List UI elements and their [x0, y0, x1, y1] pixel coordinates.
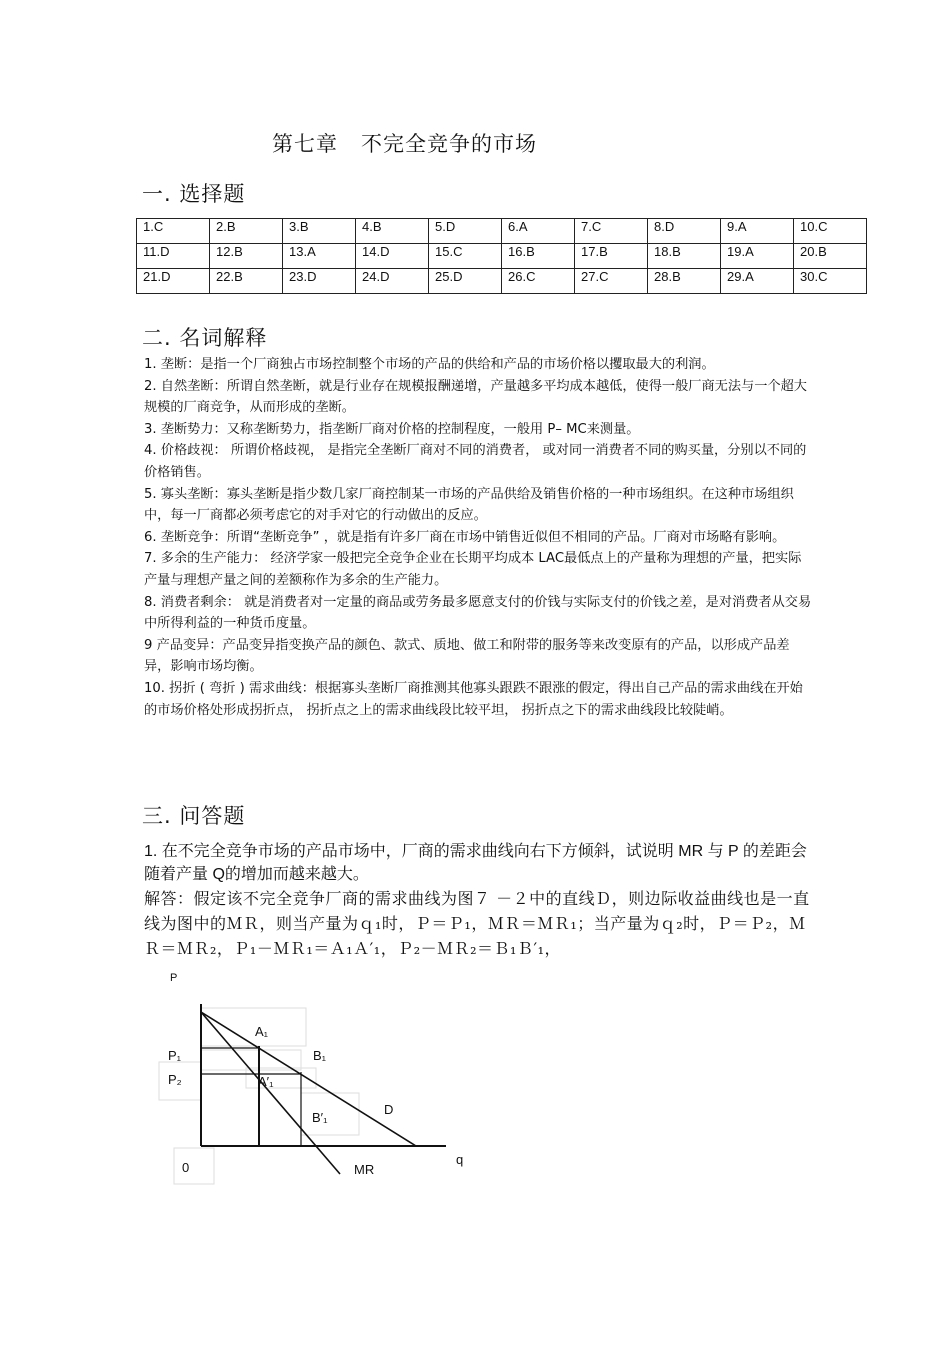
section-heading-qa: 三. 问答题: [142, 804, 246, 828]
definition-item: 3. 垄断势力：又称垄断势力，指垄断厂商对价格的控制程度，一般用 P– MC来测量。: [144, 421, 640, 437]
answer-cell: 6.A: [502, 219, 575, 244]
answer-cell: 4.B: [356, 219, 429, 244]
answer-cell: 1.C: [137, 219, 210, 244]
answer-cell: 7.C: [575, 219, 648, 244]
label-a1-prime: A′₁: [258, 1074, 274, 1089]
answer-cell: 19.A: [721, 244, 794, 269]
definition-list: [144, 354, 814, 721]
answer-cell: 26.C: [502, 269, 575, 294]
answer-cell: 14.D: [356, 244, 429, 269]
answer-cell: 3.B: [283, 219, 356, 244]
section-heading-terms: 二. 名词解释: [142, 326, 268, 350]
label-p1: P₁: [168, 1048, 182, 1063]
label-origin: 0: [182, 1160, 190, 1175]
definition-item: 7. 多余的生产能力： 经济学家一般把完全竞争企业在长期平均成本 LAC最低点上的产量称为理想的产量，把实际产量与理想产量之间的差额称作为多余的生产能力。: [144, 551, 802, 588]
definition-item: 1. 垄断：是指一个厂商独占市场控制整个市场的产品的供给和产品的市场价格以攫取最大的利润。: [144, 357, 715, 372]
label-box: [201, 1008, 306, 1046]
question-text: 1. 在不完全竞争市场的产品市场中，厂商的需求曲线向右下方倾斜，试说明 MR 与 P 的差距会随着产量 Q的增加而越来越大。: [144, 843, 807, 883]
definition-item: 5. 寡头垄断：寡头垄断是指少数几家厂商控制某一市场的产品供给及销售价格的一种市场组织。在这种市场组织中，每一厂商都必须考虑它的对手对它的行动做出的反应。: [144, 486, 794, 524]
answer-table: [136, 218, 867, 294]
answer-cell: 2.B: [210, 219, 283, 244]
demand-curve: [201, 1012, 416, 1146]
answer-cell: 17.B: [575, 244, 648, 269]
answer-cell: 9.A: [721, 219, 794, 244]
section-heading-choice: 一. 选择题: [142, 182, 246, 206]
label-b1-prime: B′₁: [312, 1110, 328, 1125]
answer-cell: 25.D: [429, 269, 502, 294]
table-row: [137, 269, 867, 294]
answer-cell: 11.D: [137, 244, 210, 269]
answer-cell: 13.A: [283, 244, 356, 269]
label-p2: P₂: [168, 1072, 182, 1087]
label-box: [201, 1050, 301, 1070]
answer-cell: 21.D: [137, 269, 210, 294]
mr-demand-diagram: [156, 998, 476, 1188]
table-row: [137, 244, 867, 269]
label-q: q: [456, 1152, 464, 1167]
answer-cell: 18.B: [648, 244, 721, 269]
label-p-axis: P: [170, 972, 178, 984]
label-a1: A₁: [255, 1024, 269, 1039]
answer-cell: 20.B: [794, 244, 867, 269]
answer-cell: 5.D: [429, 219, 502, 244]
chapter-title: 第七章 不完全竞争的市场: [272, 132, 538, 156]
label-box: [301, 1093, 359, 1135]
answer-cell: 28.B: [648, 269, 721, 294]
answer-cell: 8.D: [648, 219, 721, 244]
answer-cell: 30.C: [794, 269, 867, 294]
qa-block: [144, 840, 816, 961]
answer-cell: 23.D: [283, 269, 356, 294]
answer-text: 解答：假定该不完全竞争厂商的需求曲线为图７ －２中的直线Ｄ，则边际收益曲线也是一直线为图中的ＭＲ，则当产量为ｑ₁时，Ｐ＝Ｐ₁，ＭＲ＝ＭＲ₁；当产量为ｑ₂时，Ｐ＝Ｐ₂，ＭＲ＝ＭＲ₂，Ｐ₁－ＭＲ₁＝Ａ₁Ａ′₁，Ｐ₂－ＭＲ₂＝Ｂ₁Ｂ′₁，: [144, 889, 810, 958]
answer-cell: 29.A: [721, 269, 794, 294]
definition-item: 8. 消费者剩余： 就是消费者对一定量的商品或劳务最多愿意支付的价钱与实际支付的价钱之差，是对消费者从交易中所得利益的一种货币度量。: [144, 594, 812, 632]
answer-cell: 12.B: [210, 244, 283, 269]
definition-item: 10. 拐折 ( 弯折 ) 需求曲线：根据寡头垄断厂商推测其他寡头跟跌不跟涨的假定，得出自己产品的需求曲线在开始的市场价格处形成拐折点， 拐折点之上的需求曲线段比较平坦， 拐折点之下的需求曲线段比较陡峭。: [144, 680, 803, 718]
answer-cell: 16.B: [502, 244, 575, 269]
definition-item: 9 产品变异：产品变异指变换产品的颜色、款式、质地、做工和附带的服务等来改变原有的产品，以形成产品差异，影响市场均衡。: [144, 637, 790, 675]
answer-cell: 15.C: [429, 244, 502, 269]
label-b1: B₁: [313, 1048, 327, 1063]
definition-item: 2. 自然垄断：所谓自然垄断，就是行业存在规模报酬递增，产量越多平均成本越低，使得一般厂商无法与一个超大规模的厂商竞争，从而形成的垄断。: [144, 378, 807, 416]
label-mr: MR: [354, 1162, 375, 1177]
answer-cell: 24.D: [356, 269, 429, 294]
definition-item: 6. 垄断竞争：所谓“垄断竞争” ，就是指有许多厂商在市场中销售近似但不相同的产品。厂商对市场略有影响。: [144, 529, 786, 545]
answer-cell: 22.B: [210, 269, 283, 294]
table-row: [137, 219, 867, 244]
label-d: D: [384, 1102, 394, 1117]
definition-item: 4. 价格歧视： 所谓价格歧视， 是指完全垄断厂商对不同的消费者， 或对同一消费者不同的购买量，分别以不同的价格销售。: [144, 443, 807, 480]
label-box: [174, 1148, 214, 1184]
answer-cell: 10.C: [794, 219, 867, 244]
answer-cell: 27.C: [575, 269, 648, 294]
